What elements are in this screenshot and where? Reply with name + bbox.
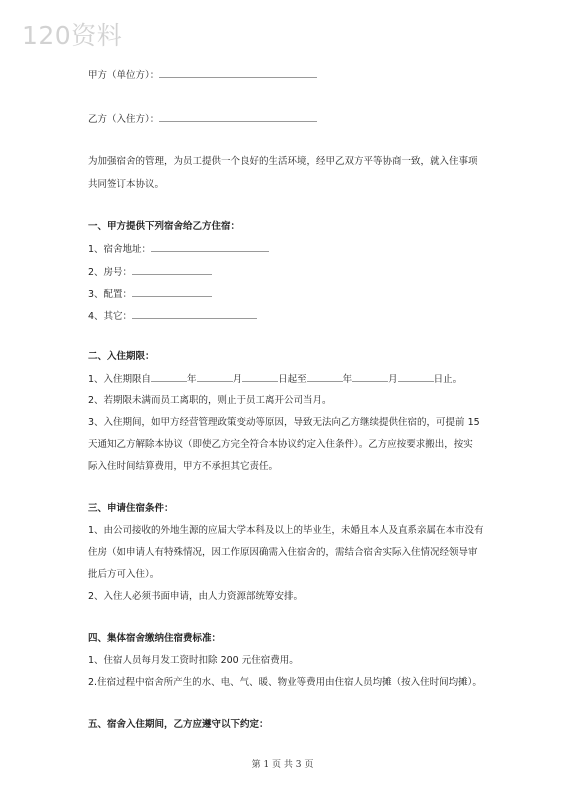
sec1-item-other bbox=[88, 309, 257, 323]
sec2-para-3-line-1: 3、入住期间，如甲方经营管理政策变动等原因，导致无法向乙方继续提供住宿的，可提前 15 bbox=[88, 417, 480, 428]
sec1-item-address bbox=[88, 242, 269, 256]
blank bbox=[307, 372, 343, 382]
sec1-item-label: 1、宿舍地址： bbox=[88, 244, 152, 255]
text: 日止。 bbox=[433, 374, 463, 385]
party-a-label: 甲方（单位方）： bbox=[88, 70, 160, 81]
sec3-para-1-line-3: 批后方可入住）。 bbox=[88, 569, 160, 580]
sec2-para-3-line-3: 际入住时间结算费用，甲方不承担其它责任。 bbox=[88, 461, 279, 472]
text: 月 bbox=[232, 374, 243, 385]
sec2-para-3-line-2: 天通知乙方解除本协议（即使乙方完全符合本协议约定入住条件）。乙方应按要求搬出，按实 bbox=[88, 439, 473, 450]
section-1-title: 一、甲方提供下列宿舍给乙方住宿： bbox=[88, 221, 241, 232]
sec3-para-2: 2、入住人必须书面申请，由人力资源部统筹安排。 bbox=[88, 591, 304, 602]
sec3-para-1-line-2: 住房（如申请人有特殊情况，因工作原因确需入住宿舍的，需结合宿舍实际入住情况经领导审 bbox=[88, 547, 478, 558]
intro-line-1: 为加强宿舍的管理，为员工提供一个良好的生活环境，经甲乙双方平等协商一致，就入住事项 bbox=[88, 156, 478, 167]
party-a-line bbox=[88, 68, 317, 82]
sec1-item-config bbox=[88, 287, 212, 301]
text: 日起至 bbox=[278, 374, 307, 385]
text: 年 bbox=[187, 374, 197, 385]
section-2-title: 二、入住期限： bbox=[88, 351, 155, 362]
party-a-blank bbox=[159, 68, 317, 78]
party-b-blank bbox=[159, 112, 317, 122]
sec1-item-label: 2、房号： bbox=[88, 267, 133, 278]
text: 1、入住期限自 bbox=[88, 374, 152, 385]
blank bbox=[352, 372, 388, 382]
sec1-item-label: 4、其它： bbox=[88, 311, 133, 322]
sec1-item-label: 3、配置： bbox=[88, 289, 133, 300]
sec2-para-1 bbox=[88, 372, 462, 386]
sec1-blank bbox=[132, 309, 257, 319]
watermark-logo: 120资料 bbox=[22, 21, 123, 50]
sec1-blank bbox=[132, 287, 212, 297]
text: 年 bbox=[342, 374, 353, 385]
blank bbox=[398, 372, 434, 382]
party-b-line bbox=[88, 112, 317, 126]
sec2-para-2: 2、若期限未满而员工离职的，则止于员工离开公司当月。 bbox=[88, 395, 332, 406]
sec1-blank bbox=[132, 265, 212, 275]
sec4-para-2: 2.住宿过程中宿舍所产生的水、电、气、暖、物业等费用由住宿人员均摊（按入住时间均摊）。 bbox=[88, 677, 482, 688]
blank bbox=[197, 372, 233, 382]
page-footer: 第 1 页 共 3 页 bbox=[251, 760, 314, 770]
section-4-title: 四、集体宿舍缴纳住宿费标准： bbox=[88, 633, 222, 644]
party-b-label: 乙方（入住方）： bbox=[88, 114, 160, 125]
section-3-title: 三、申请住宿条件： bbox=[88, 503, 174, 514]
sec1-item-room bbox=[88, 265, 212, 279]
blank bbox=[242, 372, 278, 382]
blank bbox=[151, 372, 187, 382]
sec3-para-1-line-1: 1、由公司接收的外地生源的应届大学本科及以上的毕业生，未婚且本人及直系亲属在本市没有 bbox=[88, 525, 484, 536]
section-5-title: 五、宿舍入住期间，乙方应遵守以下约定： bbox=[88, 719, 269, 730]
sec1-blank bbox=[151, 242, 269, 252]
text: 月 bbox=[388, 374, 398, 385]
intro-line-2: 共同签订本协议。 bbox=[88, 179, 165, 190]
sec4-para-1: 1、住宿人员每月发工资时扣除 200 元住宿费用。 bbox=[88, 655, 299, 666]
